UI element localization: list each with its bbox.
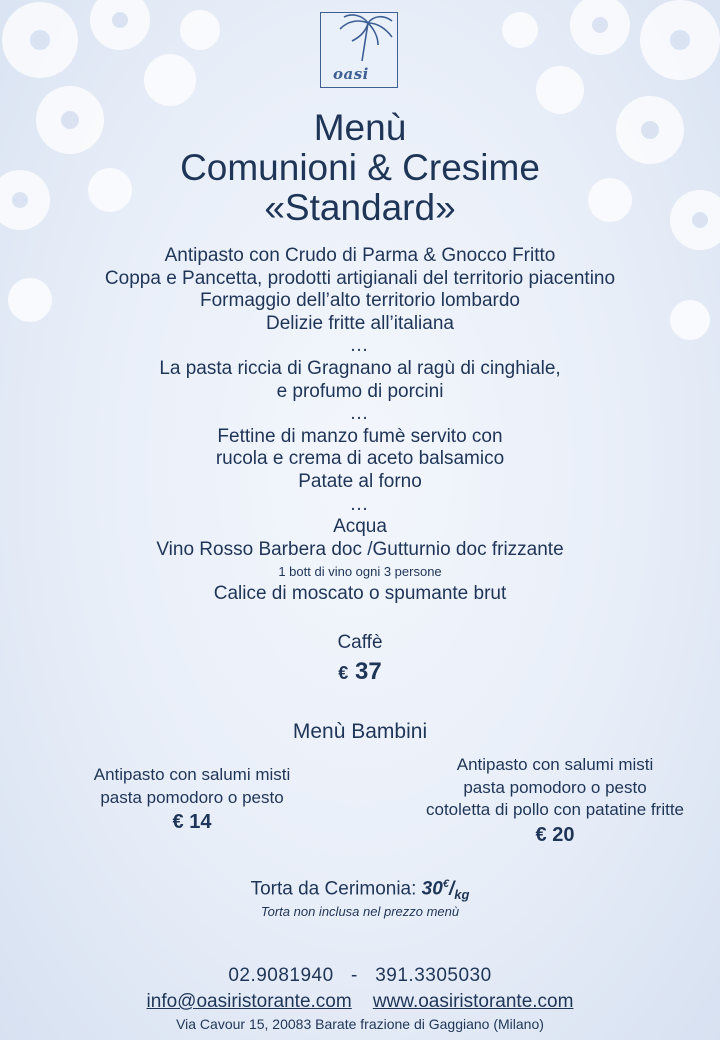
cake-price (0, 878, 720, 902)
kids-item: Antipasto con salumi misti (93, 765, 291, 784)
price-currency: € (338, 663, 349, 683)
cake-currency: € (442, 878, 449, 890)
website-link[interactable]: www.oasiristorante.com (372, 991, 574, 1012)
email-link[interactable]: info@oasiristorante.com (146, 991, 352, 1012)
cake-slash: / (448, 878, 455, 900)
contact-links (0, 991, 720, 1013)
logo-text: oasi (333, 65, 369, 83)
phone-2[interactable]: 391.3305030 (375, 965, 492, 986)
kids-option-2 (395, 754, 715, 848)
phone-numbers (0, 965, 720, 987)
kids-option-1 (62, 764, 322, 835)
price-amount: 37 (354, 658, 382, 685)
menu-separator: … (349, 335, 371, 357)
coffee-line: Caffè (337, 632, 383, 653)
cake-value: 30 (421, 878, 443, 900)
menu-list (0, 245, 720, 606)
phone-separator: - (351, 965, 358, 986)
kids-menu-title: Menù Bambini (292, 720, 428, 743)
restaurant-logo (320, 12, 398, 88)
menu-line: Delizie fritte all’italiana (266, 312, 454, 334)
menu-line: Antipasto con Crudo di Parma & Gnocco Fritto (164, 245, 556, 266)
menu-line: La pasta riccia di Gragnano al ragù di cinghiale, (159, 357, 561, 379)
kids-item: pasta pomodoro o pesto (100, 787, 284, 807)
menu-line: Vino Rosso Barbera doc /Gutturnio doc frizzante (156, 538, 564, 560)
menu-price (0, 658, 720, 686)
menu-line: e profumo di porcini (276, 380, 444, 402)
page-title: Menù (313, 107, 407, 148)
palm-tree-icon (322, 13, 397, 63)
menu-line: Fettine di manzo fumè servito con (217, 425, 503, 447)
cake-label: Torta da Cerimonia: (250, 878, 417, 900)
menu-line: Coppa e Pancetta, prodotti artigianali del territorio piacentino (104, 267, 616, 289)
kids-item: cotoletta di pollo con patatine fritte (426, 800, 684, 819)
cake-unit: kg (454, 887, 470, 903)
address: Via Cavour 15, 20083 Barate frazione di Gaggiano (Milano) (176, 1016, 544, 1032)
menu-separator: … (349, 493, 371, 515)
wine-note: 1 bott di vino ogni 3 persone (278, 564, 442, 580)
menu-variant: «Standard» (264, 187, 456, 228)
phone-1[interactable]: 02.9081940 (228, 965, 334, 986)
menu-line: Acqua (333, 516, 387, 538)
page-subtitle: Comunioni & Cresime (180, 147, 540, 188)
kids-price-2: € 20 (535, 823, 575, 846)
kids-item: pasta pomodoro o pesto (463, 777, 647, 797)
menu-line: Calice di moscato o spumante brut (213, 583, 507, 605)
menu-line: Formaggio dell’alto territorio lombardo (200, 290, 520, 312)
kids-price-1: € 14 (172, 811, 212, 833)
menu-line: Patate al forno (298, 470, 422, 492)
menu-line: rucola e crema di aceto balsamico (215, 448, 505, 470)
menu-separator: … (349, 403, 371, 425)
cake-note: Torta non inclusa nel prezzo menù (260, 904, 460, 919)
kids-item: Antipasto con salumi misti (456, 755, 654, 774)
